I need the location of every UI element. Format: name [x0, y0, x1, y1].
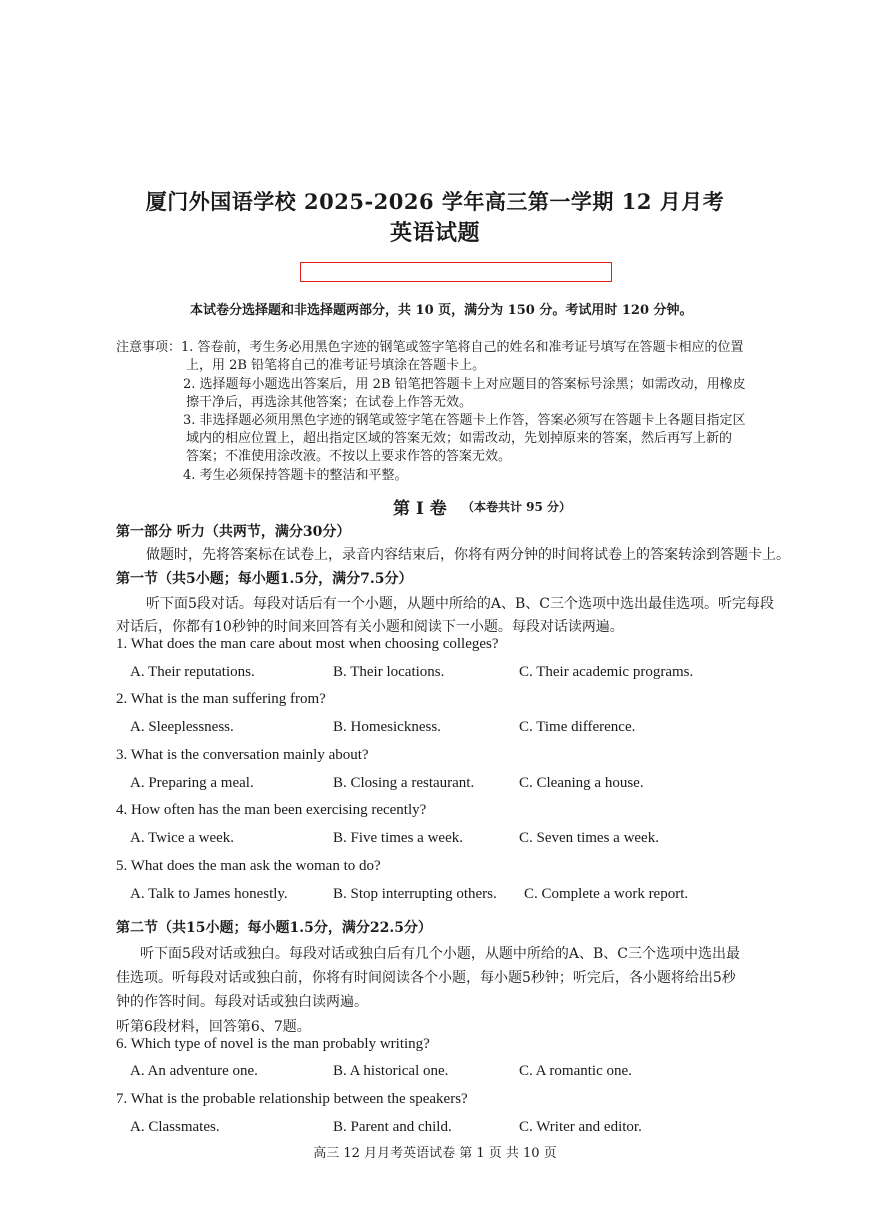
question-text: 1. What does the man care about most when choosing colleges?: [116, 636, 499, 652]
option-c: C. Seven times a week.: [519, 830, 659, 846]
option-a: A. Talk to James honestly.: [130, 886, 288, 902]
part1-heading: 第一部分 听力（共两节，满分30分）: [116, 524, 351, 540]
note-line: 1. 答卷前，考生务必用黑色字迹的钢笔或签字笔将自己的姓名和准考证号填写在答题卡相应的位置: [181, 340, 744, 355]
question-text: 3. What is the conversation mainly about?: [116, 747, 369, 763]
note-line: 域内的相应位置上，超出指定区域的答案无效；如需改动，先划掉原来的答案，然后再写上新的: [186, 431, 733, 446]
note-line: 4. 考生必须保持答题卡的整洁和平整。: [183, 468, 408, 483]
question-text: 6. Which type of novel is the man probably writing?: [116, 1036, 430, 1052]
option-c: C. Complete a work report.: [524, 886, 689, 902]
option-c: C. Writer and editor.: [519, 1119, 642, 1135]
option-b: B. Closing a restaurant.: [333, 775, 475, 791]
note-line: 答案；不准使用涂改液。不按以上要求作答的答案无效。: [186, 449, 512, 464]
option-a: A. Sleeplessness.: [130, 719, 234, 735]
option-b: B. Stop interrupting others.: [333, 886, 497, 902]
option-b: B. A historical one.: [333, 1063, 449, 1079]
exam-subtitle: 英语试题: [389, 220, 480, 246]
exam-intro: 本试卷分选择题和非选择题两部分，共 10 页，满分为 150 分。考试用时 120 分钟。: [190, 303, 693, 318]
option-a: A. Twice a week.: [130, 830, 235, 846]
notes-label: 注意事项：: [116, 340, 182, 355]
option-c: C. A romantic one.: [519, 1063, 632, 1079]
option-a: A. An adventure one.: [130, 1063, 258, 1079]
exam-title: 厦门外国语学校 2025-2026 学年高三第一学期 12 月月考: [145, 189, 725, 214]
section2-heading: 第二节（共15小题；每小题1.5分，满分22.5分）: [116, 920, 432, 936]
option-b: B. Homesickness.: [333, 719, 441, 735]
option-a: A. Their reputations.: [130, 664, 255, 680]
question-text: 5. What does the man ask the woman to do?: [116, 858, 381, 874]
note-line: 擦干净后，再选涂其他答案；在试卷上作答无效。: [186, 395, 473, 410]
part1-instruction: 做题时，先将答案标在试卷上，录音内容结束后，你将有两分钟的时间将试卷上的答案转涂到答题卡上。: [146, 547, 790, 563]
section1-instruction: 对话后，你都有10秒钟的时间来回答有关小题和阅读下一小题。每段对话读两遍。: [116, 619, 624, 635]
option-b: B. Five times a week.: [333, 830, 463, 846]
volume-title: 第 I 卷: [393, 499, 447, 519]
material-note: 听第6段材料，回答第6、7题。: [116, 1019, 311, 1035]
section2-instruction: 佳选项。听每段对话或独白前，你将有时间阅读各个小题，每小题5秒钟；听完后，各小题将给出5秒: [116, 970, 736, 986]
option-b: B. Parent and child.: [333, 1119, 452, 1135]
note-line: 3. 非选择题必须用黑色字迹的钢笔或签字笔在答题卡上作答，答案必须写在答题卡上各题目指定区: [183, 413, 746, 428]
option-c: C. Time difference.: [519, 719, 636, 735]
redacted-box: [300, 262, 612, 282]
question-text: 4. How often has the man been exercising recently?: [116, 802, 427, 818]
section1-heading: 第一节（共5小题；每小题1.5分，满分7.5分）: [116, 571, 413, 587]
option-c: C. Cleaning a house.: [519, 775, 644, 791]
note-line: 2. 选择题每小题选出答案后，用 2B 铅笔把答题卡上对应题目的答案标号涂黑；如需改动，用橡皮: [183, 377, 746, 392]
section2-instruction: 听下面5段对话或独白。每段对话或独白后有几个小题，从题中所给的A、B、C三个选项中选出最: [140, 946, 741, 962]
section1-instruction: 听下面5段对话。每段对话后有一个小题，从题中所给的A、B、C三个选项中选出最佳选项。听完每段: [146, 596, 775, 612]
option-a: A. Preparing a meal.: [130, 775, 254, 791]
option-b: B. Their locations.: [333, 664, 445, 680]
note-line: 上，用 2B 铅笔将自己的准考证号填涂在答题卡上。: [186, 358, 486, 373]
page-footer: 高三 12 月月考英语试卷 第 1 页 共 10 页: [313, 1146, 557, 1161]
question-text: 7. What is the probable relationship between the speakers?: [116, 1091, 468, 1107]
option-a: A. Classmates.: [130, 1119, 220, 1135]
question-text: 2. What is the man suffering from?: [116, 691, 326, 707]
section2-instruction: 钟的作答时间。每段对话或独白读两遍。: [116, 994, 368, 1010]
option-c: C. Their academic programs.: [519, 664, 694, 680]
volume-note: （本卷共计 95 分）: [462, 500, 572, 514]
